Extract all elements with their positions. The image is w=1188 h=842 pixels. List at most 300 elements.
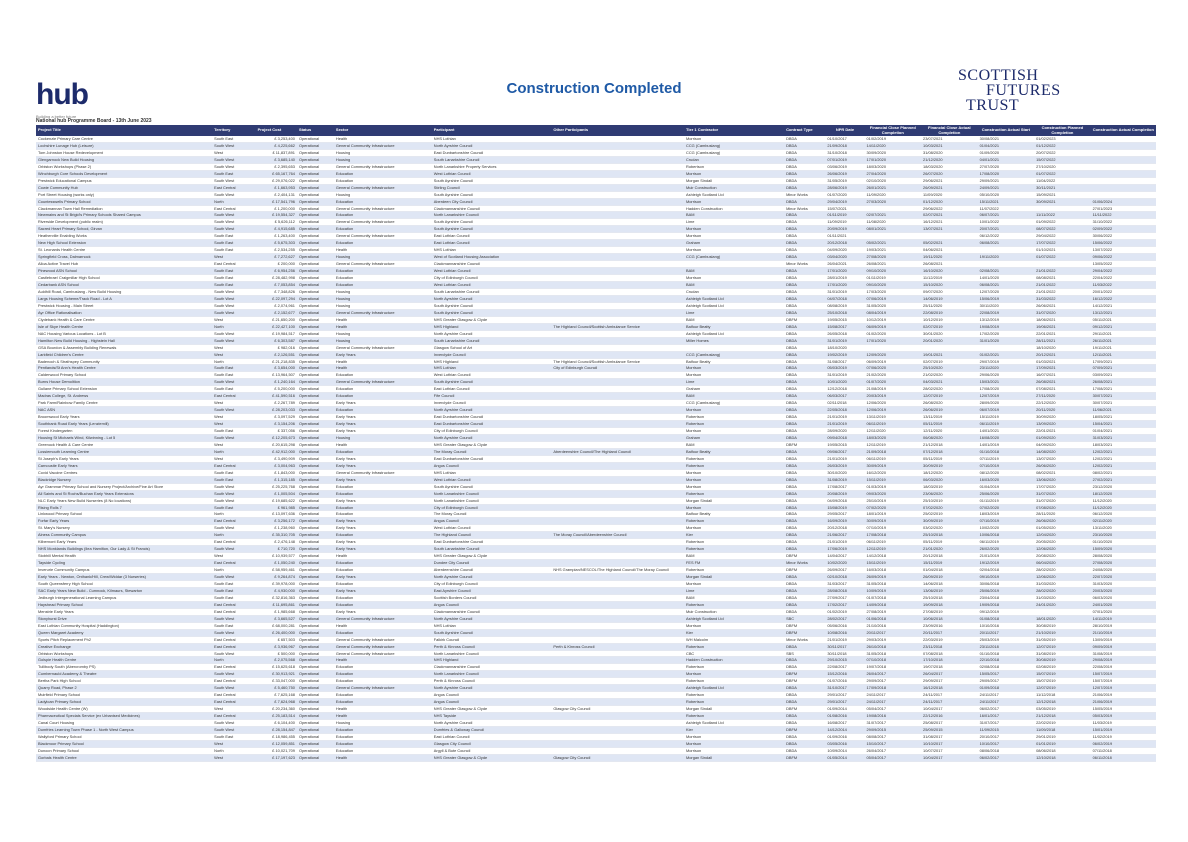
table-cell bbox=[978, 261, 1035, 268]
table-cell: Ashleigh Scotland Ltd bbox=[684, 615, 784, 622]
table-cell: 01/10/2018 bbox=[978, 650, 1035, 657]
table-cell: 25/08/2017 bbox=[921, 720, 978, 727]
table-cell: £ 4,930,000 bbox=[256, 587, 297, 594]
table-cell: Education bbox=[334, 448, 432, 455]
table-cell: 21/09/2018 bbox=[865, 448, 922, 455]
table-cell bbox=[551, 650, 684, 657]
table-cell: 11/02/2019 bbox=[1091, 733, 1156, 740]
table-cell: Morrison bbox=[684, 170, 784, 177]
table-cell: 30/11/2018 bbox=[825, 650, 864, 657]
table-cell bbox=[551, 379, 684, 386]
table-cell: East Dunbartonshire Council bbox=[432, 149, 552, 156]
table-cell: NHS Lothian bbox=[432, 469, 552, 476]
table-cell: Housing bbox=[334, 337, 432, 344]
table-cell: Forest Kindergarten bbox=[36, 428, 212, 435]
table-row bbox=[36, 643, 1156, 650]
table-cell: Housing St Michaels Wind, Kilwinning - Lot 5 bbox=[36, 434, 212, 441]
table-cell: Early Years bbox=[334, 525, 432, 532]
table-cell: Operational bbox=[297, 233, 334, 240]
table-cell: 26/06/2021 bbox=[1034, 302, 1091, 309]
table-cell: 09/12/2021 bbox=[1091, 323, 1156, 330]
table-cell: 07/02/2020 bbox=[865, 504, 922, 511]
table-cell: 01/10/2018 bbox=[978, 448, 1035, 455]
table-cell: Education bbox=[334, 567, 432, 574]
column-header: Tier 1 Contractor bbox=[684, 125, 784, 136]
table-cell: 24/01/2020 bbox=[1034, 601, 1091, 608]
table-cell bbox=[1091, 170, 1156, 177]
table-cell: Operational bbox=[297, 490, 334, 497]
table-cell: 10/12/2019 bbox=[865, 316, 922, 323]
table-cell: Perth & Kinross Council bbox=[432, 643, 552, 650]
table-cell: Kier bbox=[684, 532, 784, 539]
table-row bbox=[36, 622, 1156, 629]
table-cell: Education bbox=[334, 629, 432, 636]
table-cell: 31/01/2019 bbox=[825, 288, 864, 295]
table-cell: 29/11/2021 bbox=[1091, 330, 1156, 337]
table-cell: 31/05/2018 bbox=[865, 650, 922, 657]
table-cell: 20/03/2020 bbox=[1091, 587, 1156, 594]
table-cell: £ 4,915,685 bbox=[256, 226, 297, 233]
table-cell: 05/02/2021 bbox=[865, 240, 922, 247]
table-cell: 14/11/2020 bbox=[865, 142, 922, 149]
table-cell: 19/08/2016 bbox=[865, 713, 922, 720]
table-row bbox=[36, 198, 1156, 205]
table-cell: 26/09/2017 bbox=[825, 567, 864, 574]
table-cell: Operational bbox=[297, 170, 334, 177]
table-cell: South West bbox=[212, 546, 255, 553]
table-cell: 12/07/2019 bbox=[1091, 685, 1156, 692]
table-cell: DBDA bbox=[784, 657, 825, 664]
table-cell: 05/10/2020 bbox=[978, 191, 1035, 198]
table-cell: DBDA bbox=[784, 177, 825, 184]
table-cell: Gullane Primary School Extension bbox=[36, 386, 212, 393]
table-cell: 18/10/2020 bbox=[1034, 344, 1091, 351]
table-cell: 01/05/2014 bbox=[825, 754, 864, 761]
table-cell: 15/06/2019 bbox=[978, 295, 1035, 302]
table-cell: 20/03/2019 bbox=[865, 393, 922, 400]
table-cell: 27/09/2017 bbox=[825, 594, 864, 601]
table-cell: 25/10/2018 bbox=[921, 594, 978, 601]
column-header: Other Participants bbox=[551, 125, 684, 136]
table-cell: 01/09/2018 bbox=[978, 685, 1035, 692]
table-cell: Angus Council bbox=[432, 699, 552, 706]
table-cell: 10/02/2020 bbox=[978, 525, 1035, 532]
table-cell: Education bbox=[334, 727, 432, 734]
table-cell: 15/07/2022 bbox=[1034, 156, 1091, 163]
table-cell: DBDA bbox=[784, 372, 825, 379]
table-cell: DBDA bbox=[784, 525, 825, 532]
table-cell: 01/10/2021 bbox=[1034, 247, 1091, 254]
table-cell: 21/12/2020 bbox=[921, 156, 978, 163]
table-cell: 12/06/2020 bbox=[1034, 546, 1091, 553]
table-cell: 05/11/2019 bbox=[921, 421, 978, 428]
table-cell: £ 2,404,131 bbox=[256, 191, 297, 198]
table-cell: £ 3,154,206 bbox=[256, 421, 297, 428]
table-cell: Southbank Road Early Years (Lenziemill) bbox=[36, 421, 212, 428]
table-cell: £ 4,225,662 bbox=[256, 142, 297, 149]
table-cell: 20/09/2019 bbox=[825, 226, 864, 233]
table-cell: Operational bbox=[297, 497, 334, 504]
table-cell: East Central bbox=[212, 539, 255, 546]
table-cell: DBDA bbox=[784, 581, 825, 588]
table-cell: 05/04/2017 bbox=[865, 706, 922, 713]
table-cell: Morrison bbox=[684, 483, 784, 490]
table-cell: Perth & Kinross Council bbox=[432, 678, 552, 685]
table-cell: 01/11/2019 bbox=[825, 212, 864, 219]
table-cell: East Central bbox=[212, 643, 255, 650]
table-cell: East Lothian Council bbox=[432, 233, 552, 240]
table-cell bbox=[551, 275, 684, 282]
table-cell: 08/06/2018 bbox=[1034, 747, 1091, 754]
table-cell: 10/04/2017 bbox=[921, 706, 978, 713]
table-cell: 14/01/2020 bbox=[978, 275, 1035, 282]
column-header: Project Title bbox=[36, 125, 212, 136]
table-cell: Education bbox=[334, 490, 432, 497]
table-cell: 22/08/2019 bbox=[1091, 664, 1156, 671]
table-cell: 28/02/2020 bbox=[1034, 587, 1091, 594]
table-cell: South Lanarkshire Council bbox=[432, 337, 552, 344]
table-cell: 22/05/2018 bbox=[825, 407, 864, 414]
table-cell: Operational bbox=[297, 282, 334, 289]
table-cell: Operational bbox=[297, 386, 334, 393]
table-cell bbox=[551, 149, 684, 156]
table-cell: DBDA bbox=[784, 302, 825, 309]
table-cell: Early Years bbox=[334, 574, 432, 581]
table-cell: 21/01/2019 bbox=[825, 636, 864, 643]
table-cell: 29/09/2017 bbox=[921, 678, 978, 685]
table-cell: 26/08/2021 bbox=[865, 261, 922, 268]
table-row bbox=[36, 518, 1156, 525]
table-cell: 21/06/2017 bbox=[825, 532, 864, 539]
hub-logo-text: hub bbox=[36, 78, 88, 111]
table-cell bbox=[551, 587, 684, 594]
table-cell: 06/12/2020 bbox=[1091, 511, 1156, 518]
table-cell: 15/11/2021 bbox=[978, 198, 1035, 205]
table-cell: 14/11/2019 bbox=[1091, 615, 1156, 622]
table-cell: South West bbox=[212, 142, 255, 149]
table-cell: 02/07/2019 bbox=[921, 323, 978, 330]
table-cell bbox=[551, 421, 684, 428]
table-cell: 17/01/2020 bbox=[865, 156, 922, 163]
table-cell: Lime bbox=[684, 379, 784, 386]
table-cell: £ 5,460,750 bbox=[256, 685, 297, 692]
table-cell: 26/04/2017 bbox=[865, 747, 922, 754]
table-cell: South Queensferry High School bbox=[36, 581, 212, 588]
table-cell: DBDA bbox=[784, 149, 825, 156]
table-row bbox=[36, 407, 1156, 414]
table-cell: Bertha Park High School bbox=[36, 678, 212, 685]
table-cell: 11/07/2022 bbox=[978, 205, 1035, 212]
table-cell: Clackmannan Town Hall Remediation bbox=[36, 205, 212, 212]
table-cell: General Community Infrastructure bbox=[334, 142, 432, 149]
table-cell: The Moray Council bbox=[432, 448, 552, 455]
projects-table bbox=[36, 125, 1156, 762]
table-cell: 02/07/2021 bbox=[921, 212, 978, 219]
table-cell bbox=[551, 163, 684, 170]
table-cell: 01/07/2018 bbox=[865, 594, 922, 601]
table-cell: DBDA bbox=[784, 240, 825, 247]
table-cell: 25/09/2015 bbox=[921, 727, 978, 734]
table-cell: Clackmannanshire Council bbox=[432, 261, 552, 268]
table-cell: 11/09/2020 bbox=[921, 191, 978, 198]
table-cell: 19/11/2021 bbox=[1091, 344, 1156, 351]
table-cell: 08/02/2021 bbox=[1034, 469, 1091, 476]
table-cell: 06/09/2019 bbox=[865, 358, 922, 365]
table-cell: East Lothian Council bbox=[432, 240, 552, 247]
table-cell: South West bbox=[212, 650, 255, 657]
table-cell: Early Years bbox=[334, 539, 432, 546]
table-cell: 17/09/2018 bbox=[865, 685, 922, 692]
table-cell bbox=[551, 553, 684, 560]
table-cell: 29/09/2021 bbox=[978, 177, 1035, 184]
table-cell: 13/12/2021 bbox=[1091, 309, 1156, 316]
table-cell: Stobhill Mental Health bbox=[36, 553, 212, 560]
table-cell: £ 3,253,400 bbox=[256, 136, 297, 142]
table-cell: 30/06/2022 bbox=[1091, 233, 1156, 240]
table-cell: Ashleigh Scotland Ltd bbox=[684, 330, 784, 337]
table-cell bbox=[978, 344, 1035, 351]
table-cell bbox=[551, 428, 684, 435]
table-cell: 28/02/2017 bbox=[825, 615, 864, 622]
table-cell: 11/04/2022 bbox=[1034, 177, 1091, 184]
table-row bbox=[36, 615, 1156, 622]
table-cell: Morrison bbox=[684, 747, 784, 754]
table-cell: 17/09/2021 bbox=[1034, 365, 1091, 372]
table-cell: Education bbox=[334, 212, 432, 219]
table-cell: 18/03/2020 bbox=[865, 434, 922, 441]
table-row bbox=[36, 525, 1156, 532]
table-cell: 04/06/2021 bbox=[921, 247, 978, 254]
table-cell: Operational bbox=[297, 226, 334, 233]
table-cell bbox=[551, 727, 684, 734]
table-cell: 09/10/2019 bbox=[978, 574, 1035, 581]
table-cell: City of Edinburgh Council bbox=[432, 275, 552, 282]
table-cell: DBDA bbox=[784, 740, 825, 747]
table-cell: Inverurie Community Campus bbox=[36, 567, 212, 574]
table-cell: Operational bbox=[297, 574, 334, 581]
table-cell: 20/08/2020 bbox=[1034, 553, 1091, 560]
table-cell: Angus Council bbox=[432, 601, 552, 608]
table-cell: East Central bbox=[212, 713, 255, 720]
table-cell: DBDA bbox=[784, 386, 825, 393]
table-cell bbox=[551, 240, 684, 247]
table-cell: Morrison bbox=[684, 671, 784, 678]
table-cell: 07/01/2020 bbox=[1091, 608, 1156, 615]
table-cell bbox=[551, 462, 684, 469]
table-cell bbox=[551, 156, 684, 163]
table-cell: Minor Works bbox=[784, 560, 825, 567]
table-cell: Pentlands/St Ann's Health Centre bbox=[36, 365, 212, 372]
table-cell: Operational bbox=[297, 219, 334, 226]
table-cell bbox=[551, 657, 684, 664]
table-row bbox=[36, 142, 1156, 149]
table-cell: £ 41,590,516 bbox=[256, 393, 297, 400]
table-cell: 16/08/2017 bbox=[825, 720, 864, 727]
table-cell: Health bbox=[334, 713, 432, 720]
table-cell: £ 2,267,789 bbox=[256, 400, 297, 407]
table-cell: Morrison bbox=[684, 226, 784, 233]
table-cell bbox=[551, 622, 684, 629]
table-cell: Operational bbox=[297, 685, 334, 692]
table-cell: £ 3,654,000 bbox=[256, 365, 297, 372]
table-cell: Morgan Sindall bbox=[684, 177, 784, 184]
table-cell: 01/02/2020 bbox=[865, 330, 922, 337]
table-cell: 18/03/2019 bbox=[978, 511, 1035, 518]
table-cell: South East bbox=[212, 386, 255, 393]
table-cell: Operational bbox=[297, 560, 334, 567]
table-cell: NLC Early Years New Build Nurseries (8 No locations) bbox=[36, 497, 212, 504]
table-cell: Morrison bbox=[684, 198, 784, 205]
table-cell: 25/10/2020 bbox=[921, 365, 978, 372]
table-cell: West Lothian Council bbox=[432, 170, 552, 177]
table-cell: 05/11/2019 bbox=[921, 539, 978, 546]
table-cell: 05/11/2021 bbox=[1091, 316, 1156, 323]
table-cell: 31/03/2022 bbox=[1034, 295, 1091, 302]
table-row bbox=[36, 421, 1156, 428]
table-row bbox=[36, 365, 1156, 372]
table-cell: 10/09/2019 bbox=[865, 587, 922, 594]
table-cell: Morrison bbox=[684, 476, 784, 483]
table-cell: Lossiemouth Learning Centre bbox=[36, 448, 212, 455]
table-cell: 17/07/2020 bbox=[1034, 483, 1091, 490]
table-cell: CCG (Cambuslang) bbox=[684, 400, 784, 407]
table-cell: East Dunbartonshire Council bbox=[432, 539, 552, 546]
table-cell: Education bbox=[334, 740, 432, 747]
table-cell: 09/10/2020 bbox=[865, 268, 922, 275]
table-cell: Morrison bbox=[684, 733, 784, 740]
table-cell: 21/01/2019 bbox=[825, 421, 864, 428]
table-row bbox=[36, 699, 1156, 706]
table-cell: £ 1,050,240 bbox=[256, 560, 297, 567]
table-cell: NHS Lothian bbox=[432, 247, 552, 254]
table-cell: Housing bbox=[334, 156, 432, 163]
table-cell: 21/06/2019 bbox=[1091, 699, 1156, 706]
table-cell: 25/06/2020 bbox=[978, 490, 1035, 497]
table-cell: North bbox=[212, 323, 255, 330]
table-cell: 17/08/2020 bbox=[978, 386, 1035, 393]
table-cell: General Community Infrastructure bbox=[334, 643, 432, 650]
table-cell: £ 200,000 bbox=[256, 261, 297, 268]
table-cell: £ 5,626,112 bbox=[256, 219, 297, 226]
table-row bbox=[36, 594, 1156, 601]
table-cell: Orbiston Workshops bbox=[36, 650, 212, 657]
table-cell: 01/07/2020 bbox=[865, 379, 922, 386]
table-cell: £ 9,264,874 bbox=[256, 574, 297, 581]
table-cell: 06/03/2020 bbox=[1091, 594, 1156, 601]
table-cell: North Lanarkshire Council bbox=[432, 671, 552, 678]
table-cell: DBDA bbox=[784, 574, 825, 581]
table-cell: Riverside Development (public realm) bbox=[36, 219, 212, 226]
table-cell: 31/08/2019 bbox=[1034, 650, 1091, 657]
table-cell bbox=[551, 560, 684, 567]
table-cell: Operational bbox=[297, 553, 334, 560]
table-cell: Operational bbox=[297, 546, 334, 553]
table-cell: Robertson bbox=[684, 462, 784, 469]
table-cell: Creative Exchange bbox=[36, 643, 212, 650]
table-cell: 30/09/2020 bbox=[865, 149, 922, 156]
table-cell: 18/12/2020 bbox=[921, 469, 978, 476]
table-cell: NHS Highland bbox=[432, 657, 552, 664]
table-cell: Operational bbox=[297, 156, 334, 163]
table-cell: 19/09/2018 bbox=[921, 601, 978, 608]
table-cell: Linkwood Primary School bbox=[36, 511, 212, 518]
table-cell: Robertson bbox=[684, 567, 784, 574]
table-cell: £ 2,534,255 bbox=[256, 247, 297, 254]
table-cell: Alloa Active Travel Hub bbox=[36, 261, 212, 268]
table-cell: 30/10/2020 bbox=[825, 469, 864, 476]
table-cell: DBDA bbox=[784, 511, 825, 518]
table-row bbox=[36, 539, 1156, 546]
table-cell: 31/05/2019 bbox=[825, 177, 864, 184]
table-cell: West bbox=[212, 351, 255, 358]
table-cell: Hayshead Primary School bbox=[36, 601, 212, 608]
table-cell: 31/05/2020 bbox=[865, 302, 922, 309]
table-cell: Morrison bbox=[684, 247, 784, 254]
table-cell: West Lothian Council bbox=[432, 282, 552, 289]
table-cell: Operational bbox=[297, 358, 334, 365]
table-cell: Operational bbox=[297, 678, 334, 685]
table-cell: DBFM bbox=[784, 622, 825, 629]
table-cell: South West bbox=[212, 288, 255, 295]
table-cell bbox=[551, 511, 684, 518]
table-cell bbox=[551, 170, 684, 177]
table-cell: 24/11/2017 bbox=[865, 692, 922, 699]
table-cell: Operational bbox=[297, 254, 334, 261]
table-cell: 16/03/2020 bbox=[978, 476, 1035, 483]
table-cell: 31/07/2020 bbox=[1034, 309, 1091, 316]
table-cell: DBDA bbox=[784, 295, 825, 302]
table-cell: Robertson bbox=[684, 664, 784, 671]
table-cell: 02/11/2020 bbox=[1091, 518, 1156, 525]
column-header: Sector bbox=[334, 125, 432, 136]
table-cell: 01/02/2019 bbox=[865, 136, 922, 142]
table-cell: Kilbernont Early Years bbox=[36, 539, 212, 546]
table-cell: DBDA bbox=[784, 587, 825, 594]
table-cell: Tom Johnston House Redevelopment bbox=[36, 149, 212, 156]
table-cell: Operational bbox=[297, 539, 334, 546]
table-cell: 02/11/2018 bbox=[825, 400, 864, 407]
table-cell: 10/10/2017 bbox=[978, 740, 1035, 747]
table-cell: 11/09/2018 bbox=[1034, 727, 1091, 734]
table-row bbox=[36, 177, 1156, 184]
table-cell: Housing bbox=[334, 720, 432, 727]
table-cell: Morrison bbox=[684, 581, 784, 588]
table-cell: Operational bbox=[297, 532, 334, 539]
table-cell: Operational bbox=[297, 525, 334, 532]
table-row bbox=[36, 254, 1156, 261]
table-cell: 15/07/2019 bbox=[1091, 678, 1156, 685]
table-cell: CCG (Cambuslang) bbox=[684, 254, 784, 261]
table-cell: 18/12/2020 bbox=[1091, 490, 1156, 497]
table-cell: Operational bbox=[297, 664, 334, 671]
table-cell: 06/11/2018 bbox=[1091, 754, 1156, 761]
table-cell: DBDA bbox=[784, 713, 825, 720]
table-cell: Operational bbox=[297, 434, 334, 441]
table-cell: 07/10/2018 bbox=[865, 657, 922, 664]
table-cell: West bbox=[212, 421, 255, 428]
table-cell: 22/08/2017 bbox=[825, 664, 864, 671]
column-header: Territory bbox=[212, 125, 255, 136]
table-cell: 29/05/2017 bbox=[825, 511, 864, 518]
table-cell bbox=[551, 198, 684, 205]
table-cell: 18/05/2021 bbox=[1091, 414, 1156, 421]
column-header: Participant bbox=[432, 125, 552, 136]
table-cell: 08/02/2021 bbox=[1091, 469, 1156, 476]
table-cell: 23/10/2020 bbox=[1091, 532, 1156, 539]
table-cell bbox=[551, 282, 684, 289]
table-cell: East Central bbox=[212, 664, 255, 671]
table-cell: Morgan Sindall bbox=[684, 706, 784, 713]
